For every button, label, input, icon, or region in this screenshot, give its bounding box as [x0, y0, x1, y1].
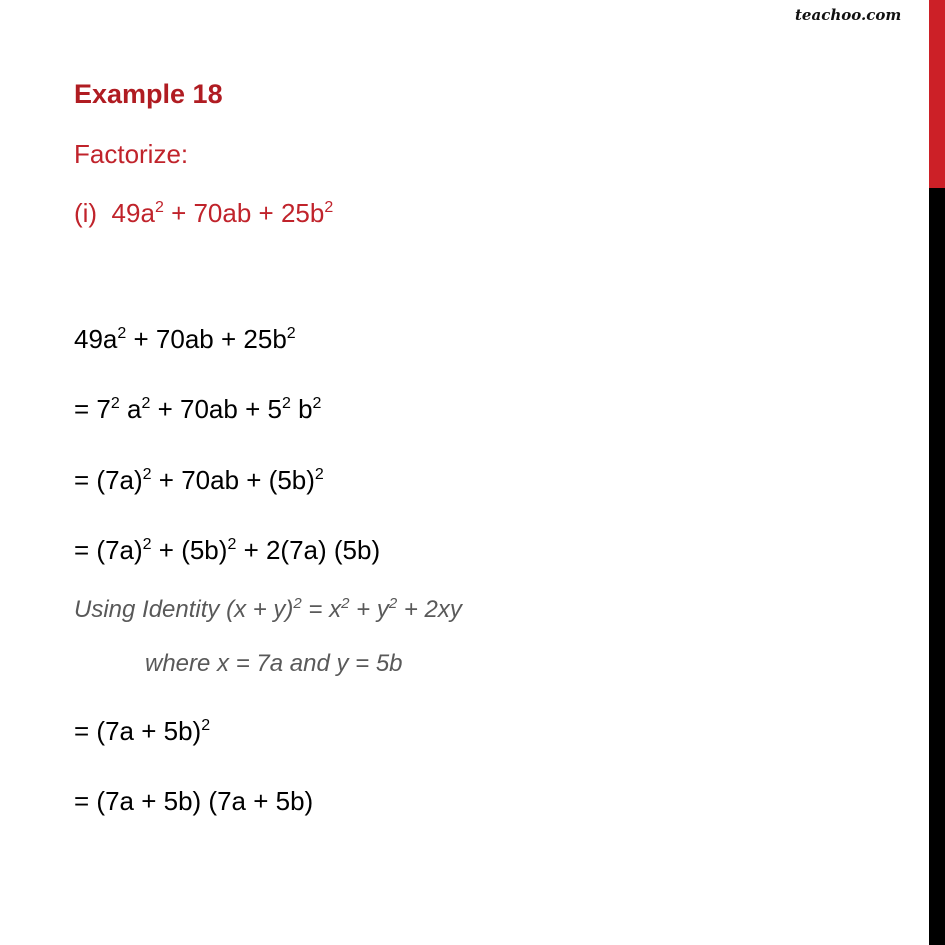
- question-part-i: [74, 200, 333, 226]
- instruction-text: Factorize:: [74, 139, 189, 169]
- side-bar: [929, 188, 945, 945]
- identity-note: Using Identity $(x + y)^2 = x^2 + y^2 + 2xy$: [74, 595, 462, 623]
- part-label: (i): [74, 198, 98, 228]
- identity-substitution: where x = 7a and y = 5b: [145, 650, 403, 677]
- question-expression: $49a^2 + 70ab + 25b^2$: [111, 198, 334, 228]
- example-title: Example 18: [74, 79, 223, 109]
- solution-step-1: $49a^2 + 70ab + 25b^2$: [74, 324, 296, 354]
- accent-bar: [929, 0, 945, 188]
- solution-step-2: = $7^2$ $a^2 + 70ab + 5^2$ $b^2$: [74, 394, 322, 424]
- solution-final-answer: = (7a + 5b) (7a + 5b): [74, 786, 314, 816]
- solution-step-3: = $(7a)^2 + 70ab + (5b)^2$: [74, 465, 324, 495]
- teachoo-logo: teachoo.com: [795, 6, 902, 24]
- solution-step-4: = $(7a)^2 + (5b)^2 + 2(7a)$ (5b): [74, 535, 381, 565]
- solution-step-5: = $(7a + 5b)^2$: [74, 716, 211, 746]
